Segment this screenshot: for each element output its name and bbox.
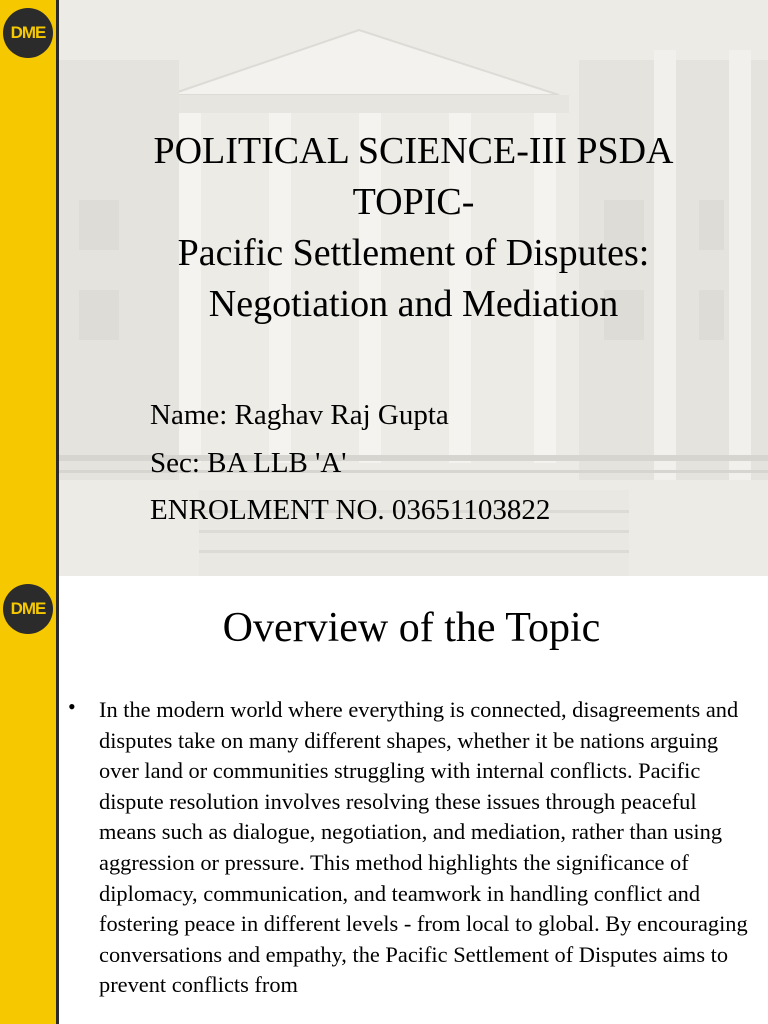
student-name: Name: Raghav Raj Gupta xyxy=(150,399,449,431)
sidebar-stripe xyxy=(0,576,59,1024)
bullet-icon: • xyxy=(68,694,76,719)
dme-logo: DME xyxy=(3,8,53,58)
student-enrolment: ENROLMENT NO. 03651103822 xyxy=(150,494,551,526)
slide-title xyxy=(59,126,768,330)
title-line: Pacific Settlement of Disputes: xyxy=(177,232,650,274)
slide-heading: Overview of the Topic xyxy=(222,605,601,651)
student-info xyxy=(150,392,550,535)
bullet-text: In the modern world where everything is connected, disagreements and disputes take on many different shapes, whether it be nations arguing over land or communities struggling with internal conflicts. Pacific dispute resolution involves resolving these issues through peaceful means such as dialogue, negotiation, and mediation, rather than using aggression or pressure. This method highlights the significance of diplomacy, communication, and teamwork in handling conflict and fostering peace in different levels - from local to global. By encouraging conversations and empathy, the Pacific Settlement of Disputes aims to prevent conflicts from xyxy=(99,697,748,998)
sidebar-stripe xyxy=(0,0,59,576)
dme-logo: DME xyxy=(3,584,53,634)
title-line: POLITICAL SCIENCE-III PSDA xyxy=(153,130,674,172)
title-line: Negotiation and Mediation xyxy=(208,283,619,325)
student-section: Sec: BA LLB 'A' xyxy=(150,446,347,479)
title-line: TOPIC- xyxy=(352,181,475,223)
